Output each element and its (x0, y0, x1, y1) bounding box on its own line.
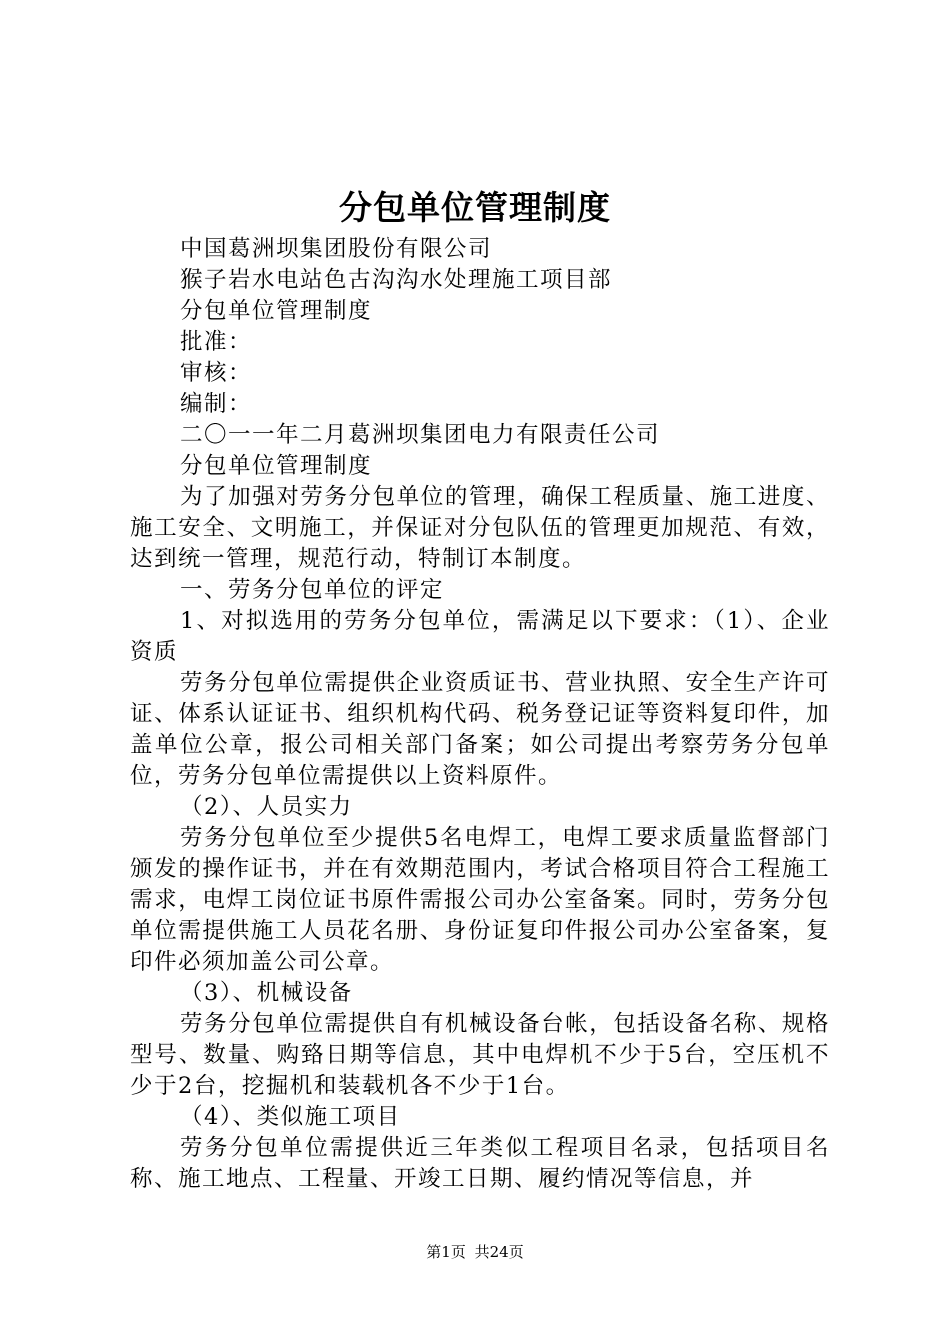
section-title: 分包单位管理制度 (180, 453, 373, 479)
document-subtitle: 分包单位管理制度 (180, 298, 373, 324)
author-field: 编制： (180, 391, 253, 417)
company-name: 中国葛洲坝集团股份有限公司 (180, 236, 493, 262)
paragraph-requirements: 1、对拟选用的劳务分包单位，需满足以下要求：（1）、企业资质 (130, 608, 830, 665)
paragraph-equipment: 劳务分包单位需提供自有机械设备台帐，包括设备名称、规格型号、数量、购臵日期等信息，其中电焊机不少于5台，空压机不少于2台，挖掘机和装载机各不少于1台。 (130, 1011, 830, 1099)
heading-equipment: （3）、机械设备 (180, 980, 353, 1006)
heading-similar-projects: （4）、类似施工项目 (180, 1104, 401, 1130)
document-title: 分包单位管理制度 (339, 188, 611, 227)
paragraph-personnel: 劳务分包单位至少提供5名电焊工，电焊工要求质量监督部门颁发的操作证书，并在有效期范围内，考试合格项目符合工程施工需求，电焊工岗位证书原件需报公司办公室备案。同时，劳务分包单位需提供施工人员花名册、身份证复印件报公司办公室备案，复印件必须加盖公司公章。 (130, 825, 830, 975)
date-issuer-line: 二〇一一年二月葛洲坝集团电力有限责任公司 (180, 422, 661, 448)
paragraph-similar-projects: 劳务分包单位需提供近三年类似工程项目名录，包括项目名称、施工地点、工程量、开竣工日期、履约情况等信息，并 (130, 1135, 830, 1192)
document-body (130, 234, 830, 1195)
approval-field: 批准： (180, 329, 253, 355)
paragraph-purpose: 为了加强对劳务分包单位的管理，确保工程质量、施工进度、施工安全、文明施工，并保证对分包队伍的管理更加规范、有效，达到统一管理，规范行动，特制订本制度。 (130, 484, 830, 572)
project-department: 猴子岩水电站色古沟沟水处理施工项目部 (180, 267, 613, 293)
heading-personnel: （2）、人员实力 (180, 794, 353, 820)
heading-evaluation: 一、劳务分包单位的评定 (180, 577, 445, 603)
page-footer: 第1页 共24页 (426, 1243, 524, 1261)
paragraph-qualification: 劳务分包单位需提供企业资质证书、营业执照、安全生产许可证、体系认证证书、组织机构代码、税务登记证等资料复印件，加盖单位公章，报公司相关部门备案；如公司提出考察劳务分包单位，劳务分包单位需提供以上资料原件。 (130, 670, 830, 789)
review-field: 审核： (180, 360, 253, 386)
